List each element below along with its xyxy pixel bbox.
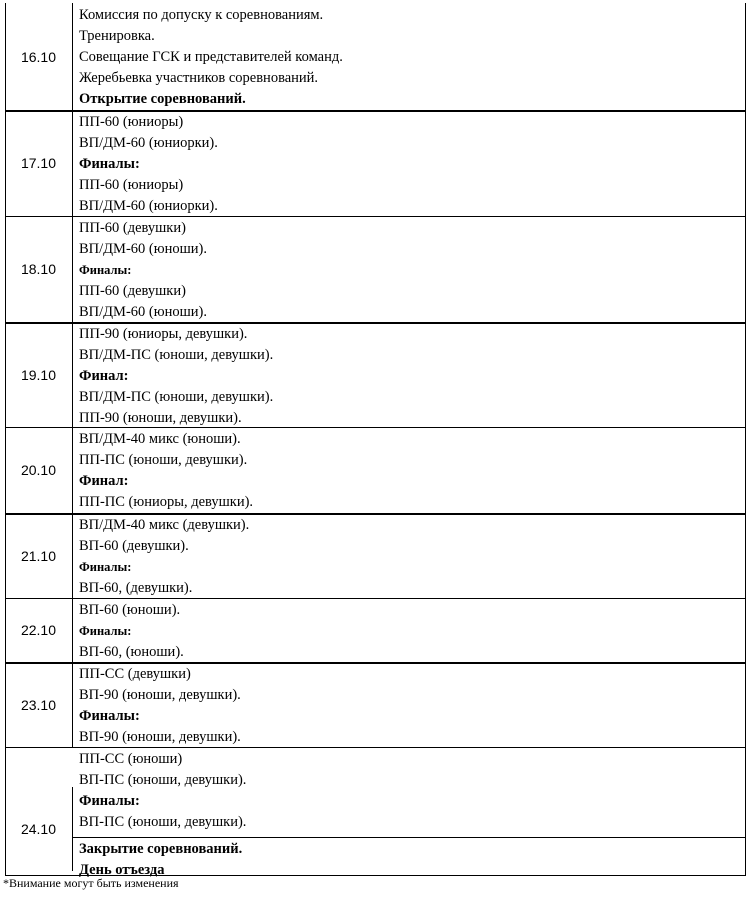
event-line: Финалы: — [79, 560, 132, 574]
event-line: Совещание ГСК и представителей команд. — [79, 49, 343, 65]
event-line: ПП-90 (юноши, девушки). — [79, 410, 242, 426]
event-line: Закрытие соревнований. — [79, 841, 243, 857]
events-cell — [73, 598, 746, 662]
event-line: ВП-60, (девушки). — [79, 580, 193, 596]
events-cell — [73, 513, 746, 598]
event-line: ВП-60 (юноши). — [79, 602, 181, 618]
event-line: Финалы: — [79, 708, 140, 724]
event-line: ВП/ДМ-ПС (юноши, девушки). — [79, 389, 274, 405]
date-cell: 16.10 — [5, 3, 73, 110]
events-cell — [73, 110, 746, 216]
event-line: ВП-ПС (юноши, девушки). — [79, 772, 247, 788]
schedule-row — [0, 110, 750, 216]
events-cell — [73, 322, 746, 427]
event-line: Финалы: — [79, 793, 140, 809]
event-line: Открытие соревнований. — [79, 91, 246, 107]
event-line: ВП/ДМ-ПС (юноши, девушки). — [79, 347, 274, 363]
event-line: Финал: — [79, 473, 129, 489]
event-line: ВП-60, (юноши). — [79, 644, 184, 660]
date-cell: 24.10 — [5, 787, 73, 871]
schedule-row — [0, 427, 750, 513]
event-line: ПП-60 (юниоры) — [79, 177, 184, 193]
footnote: *Внимание могут быть изменения — [3, 876, 179, 890]
event-line: ПП-ПС (юноши, девушки). — [79, 452, 248, 468]
event-line: Финал: — [79, 368, 129, 384]
date-cell: 23.10 — [5, 662, 73, 747]
event-line: Комиссия по допуску к соревнованиям. — [79, 7, 324, 23]
closing-divider — [73, 837, 746, 838]
event-line: Тренировка. — [79, 28, 155, 44]
event-line: ПП-90 (юниоры, девушки). — [79, 326, 248, 342]
event-line: ПП-60 (юниоры) — [79, 114, 184, 130]
event-line: Финалы: — [79, 156, 140, 172]
schedule-row — [0, 747, 750, 878]
event-line: ВП/ДМ-40 микс (юноши). — [79, 431, 241, 447]
events-cell — [73, 3, 746, 110]
event-line: ВП/ДМ-40 микс (девушки). — [79, 517, 250, 533]
event-line: ПП-ПС (юниоры, девушки). — [79, 494, 254, 510]
schedule-row — [0, 662, 750, 747]
date-cell: 22.10 — [5, 598, 73, 662]
event-line: ВП/ДМ-60 (юниорки). — [79, 198, 218, 214]
event-line: ВП/ДМ-60 (юноши). — [79, 304, 207, 320]
event-line: ВП-60 (девушки). — [79, 538, 189, 554]
date-cell: 20.10 — [5, 427, 73, 513]
event-line: День отъезда — [79, 862, 165, 878]
event-line: ПП-СС (девушки) — [79, 666, 191, 682]
event-line: ПП-СС (юноши) — [79, 751, 183, 767]
schedule-row — [0, 598, 750, 662]
event-line: Финалы: — [79, 263, 132, 277]
event-line: Жеребьевка участников соревнований. — [79, 70, 319, 86]
schedule-row — [0, 3, 750, 110]
date-cell: 19.10 — [5, 322, 73, 427]
event-line: ВП-90 (юноши, девушки). — [79, 687, 241, 703]
schedule-row — [0, 322, 750, 427]
event-line: ПП-60 (девушки) — [79, 220, 186, 236]
events-cell — [73, 747, 746, 878]
date-cell: 21.10 — [5, 513, 73, 598]
events-cell — [73, 216, 746, 322]
event-line: Финалы: — [79, 624, 132, 638]
schedule-row — [0, 216, 750, 322]
event-line: ВП-90 (юноши, девушки). — [79, 729, 241, 745]
event-line: ВП/ДМ-60 (юноши). — [79, 241, 207, 257]
date-cell: 17.10 — [5, 110, 73, 216]
event-line: ВП/ДМ-60 (юниорки). — [79, 135, 218, 151]
schedule-row — [0, 513, 750, 598]
events-cell — [73, 662, 746, 747]
event-line: ВП-ПС (юноши, девушки). — [79, 814, 247, 830]
date-cell: 18.10 — [5, 216, 73, 322]
events-cell — [73, 427, 746, 513]
event-line: ПП-60 (девушки) — [79, 283, 186, 299]
